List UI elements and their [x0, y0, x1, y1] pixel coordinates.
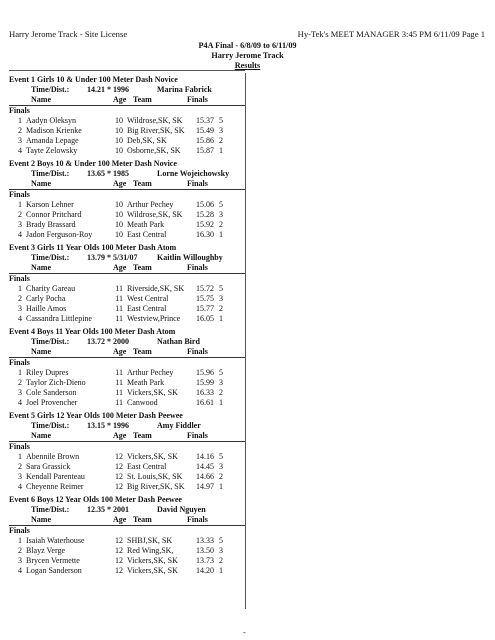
- result-row: [9, 472, 245, 482]
- athlete-name: Cole Sanderson: [26, 388, 77, 397]
- team-name: Vickers,SK, SK: [127, 566, 178, 575]
- final-time: 15.87: [196, 146, 214, 155]
- record-label: Time/Dist.:: [31, 421, 70, 430]
- place: 3: [18, 304, 22, 313]
- col-name-header: Name: [31, 263, 51, 272]
- final-time: 15.77: [196, 304, 214, 313]
- team-name: Deb,SK, SK: [127, 136, 167, 145]
- final-time: 13.50: [196, 546, 214, 555]
- athlete-age: 12: [115, 462, 123, 471]
- place: 1: [18, 452, 22, 461]
- team-name: Meath Park: [127, 378, 165, 387]
- place: 3: [18, 220, 22, 229]
- record-value: 14.21 * 1996: [87, 85, 129, 94]
- place: 3: [18, 388, 22, 397]
- result-row: [9, 462, 245, 472]
- final-time: 15.99: [196, 378, 214, 387]
- final-time: 14.66: [196, 472, 214, 481]
- top-rule: [9, 70, 245, 71]
- event-title: Event 5 Girls 12 Year Olds 100 Meter Dash Peewee: [9, 411, 183, 420]
- col-team-header: Team: [133, 179, 152, 188]
- column-headers: [9, 263, 245, 274]
- athlete-age: 11: [115, 304, 123, 313]
- result-row: [9, 116, 245, 126]
- place: 4: [18, 566, 22, 575]
- col-age-header: Age: [113, 95, 127, 104]
- athlete-age: 12: [115, 452, 123, 461]
- col-team-header: Team: [133, 431, 152, 440]
- athlete-name: Riley Dupres: [26, 368, 69, 377]
- athlete-age: 10: [115, 116, 123, 125]
- athlete-age: 11: [115, 314, 123, 323]
- place: 4: [18, 482, 22, 491]
- athlete-name: Madison Krienke: [26, 126, 82, 135]
- record-label: Time/Dist.:: [31, 85, 70, 94]
- final-time: 15.96: [196, 368, 214, 377]
- points: 2: [219, 220, 223, 229]
- points: 2: [219, 388, 223, 397]
- col-finals-header: Finals: [187, 179, 208, 188]
- athlete-name: Jadon Ferguson-Roy: [26, 230, 93, 239]
- team-name: Arthur Pechey: [127, 368, 174, 377]
- athlete-name: Aadyn Oleksyn: [26, 116, 76, 125]
- final-time: 15.06: [196, 200, 214, 209]
- athlete-name: Abennile Brown: [26, 452, 80, 461]
- athlete-age: 10: [115, 126, 123, 135]
- team-name: Big River,SK, SK: [127, 482, 185, 491]
- record-holder: Amy Fiddler: [157, 421, 201, 430]
- event-record: [9, 421, 245, 431]
- result-row: [9, 546, 245, 556]
- place: 1: [18, 284, 22, 293]
- record-label: Time/Dist.:: [31, 337, 70, 346]
- points: 5: [219, 284, 223, 293]
- final-time: 13.73: [196, 556, 214, 565]
- event-block: [9, 410, 245, 492]
- athlete-age: 12: [115, 536, 123, 545]
- col-name-header: Name: [31, 179, 51, 188]
- points: 5: [219, 536, 223, 545]
- athlete-name: Brady Brassard: [26, 220, 76, 229]
- result-row: [9, 294, 245, 304]
- place: 1: [18, 200, 22, 209]
- final-time: 16.30: [196, 230, 214, 239]
- col-age-header: Age: [113, 263, 127, 272]
- record-holder: Lorne Wojeichowsky: [157, 169, 230, 178]
- record-label: Time/Dist.:: [31, 169, 70, 178]
- athlete-name: Blayz Verge: [26, 546, 66, 555]
- record-value: 13.65 * 1985: [87, 169, 129, 178]
- points: 2: [219, 556, 223, 565]
- place: 2: [18, 546, 22, 555]
- place: 2: [18, 378, 22, 387]
- col-name-header: Name: [31, 515, 51, 524]
- final-time: 16.61: [196, 398, 214, 407]
- record-value: 13.79 * 5/31/07: [87, 253, 138, 262]
- license-header: Harry Jerome Track - Site License: [9, 29, 128, 39]
- points: 1: [219, 314, 223, 323]
- athlete-age: 12: [115, 482, 123, 491]
- place: 3: [18, 472, 22, 481]
- athlete-age: 11: [115, 368, 123, 377]
- place: 3: [18, 136, 22, 145]
- col-age-header: Age: [113, 179, 127, 188]
- final-time: 15.28: [196, 210, 214, 219]
- team-name: Riverside,SK, SK: [127, 284, 185, 293]
- athlete-name: Kendall Parenteau: [26, 472, 85, 481]
- athlete-name: Taylor Zich-Dieno: [26, 378, 86, 387]
- athlete-age: 10: [115, 230, 123, 239]
- points: 3: [219, 378, 223, 387]
- final-time: 15.92: [196, 220, 214, 229]
- finals-heading: Finals: [9, 190, 30, 199]
- result-row: [9, 566, 245, 576]
- points: 2: [219, 136, 223, 145]
- points: 1: [219, 230, 223, 239]
- athlete-age: 12: [115, 566, 123, 575]
- event-title: Event 3 Girls 11 Year Olds 100 Meter Dash Atom: [9, 243, 177, 252]
- points: 5: [219, 368, 223, 377]
- record-label: Time/Dist.:: [31, 253, 70, 262]
- col-finals-header: Finals: [187, 431, 208, 440]
- athlete-age: 10: [115, 200, 123, 209]
- team-name: East Central: [127, 462, 167, 471]
- col-age-header: Age: [113, 515, 127, 524]
- result-row: [9, 536, 245, 546]
- col-team-header: Team: [133, 515, 152, 524]
- athlete-name: Brycen Vermette: [26, 556, 80, 565]
- team-name: Big River,SK, SK: [127, 126, 185, 135]
- event-record: [9, 85, 245, 95]
- event-block: [9, 74, 245, 156]
- event-record: [9, 337, 245, 347]
- meet-manager-header: Hy-Tek's MEET MANAGER 3:45 PM 6/11/09 Page 1: [297, 29, 485, 39]
- athlete-age: 10: [115, 210, 123, 219]
- col-finals-header: Finals: [187, 95, 208, 104]
- event-title: Event 2 Boys 10 & Under 100 Meter Dash Novice: [9, 159, 177, 168]
- final-time: 14.20: [196, 566, 214, 575]
- athlete-age: 11: [115, 294, 123, 303]
- final-time: 14.97: [196, 482, 214, 491]
- result-row: [9, 556, 245, 566]
- record-value: 13.72 * 2000: [87, 337, 129, 346]
- team-name: Vickers,SK, SK: [127, 452, 178, 461]
- final-time: 16.33: [196, 388, 214, 397]
- athlete-age: 10: [115, 136, 123, 145]
- athlete-age: 12: [115, 546, 123, 555]
- athlete-age: 10: [115, 146, 123, 155]
- team-name: West Central: [127, 294, 169, 303]
- athlete-name: Cheyenne Reimer: [26, 482, 84, 491]
- event-record: [9, 169, 245, 179]
- points: 1: [219, 398, 223, 407]
- column-headers: [9, 179, 245, 190]
- team-name: Vickers,SK, SK: [127, 388, 178, 397]
- result-row: [9, 314, 245, 324]
- athlete-name: Amanda Lepage: [26, 136, 79, 145]
- athlete-name: Charity Gareau: [26, 284, 76, 293]
- record-holder: Kaitlin Willoughby: [157, 253, 223, 262]
- finals-heading: Finals: [9, 442, 30, 451]
- column-divider: [245, 73, 246, 609]
- result-row: [9, 388, 245, 398]
- col-name-header: Name: [31, 95, 51, 104]
- event-block: [9, 494, 245, 576]
- points: 2: [219, 472, 223, 481]
- place: 2: [18, 126, 22, 135]
- athlete-name: Logan Sanderson: [26, 566, 82, 575]
- result-row: [9, 126, 245, 136]
- event-title: Event 6 Boys 12 Year Olds 100 Meter Dash Peewee: [9, 495, 182, 504]
- page-footer-mark: -: [243, 628, 246, 637]
- result-row: [9, 452, 245, 462]
- event-block: [9, 326, 245, 408]
- result-row: [9, 136, 245, 146]
- team-name: Osborne,SK, SK: [127, 146, 181, 155]
- team-name: Canwood: [127, 398, 158, 407]
- result-row: [9, 304, 245, 314]
- column-headers: [9, 431, 245, 442]
- result-row: [9, 146, 245, 156]
- record-value: 12.35 * 2001: [87, 505, 129, 514]
- points: 1: [219, 566, 223, 575]
- team-name: Wildrose,SK, SK: [127, 210, 183, 219]
- col-finals-header: Finals: [187, 515, 208, 524]
- place: 3: [18, 556, 22, 565]
- result-row: [9, 482, 245, 492]
- record-holder: Marina Fabrick: [157, 85, 212, 94]
- points: 3: [219, 294, 223, 303]
- place: 2: [18, 210, 22, 219]
- final-time: 15.86: [196, 136, 214, 145]
- team-name: Wildrose,SK, SK: [127, 116, 183, 125]
- event-record: [9, 253, 245, 263]
- column-headers: [9, 347, 245, 358]
- points: 3: [219, 126, 223, 135]
- points: 1: [219, 482, 223, 491]
- final-time: 14.45: [196, 462, 214, 471]
- col-finals-header: Finals: [187, 263, 208, 272]
- record-value: 13.15 * 1996: [87, 421, 129, 430]
- points: 3: [219, 546, 223, 555]
- col-name-header: Name: [31, 431, 51, 440]
- final-time: 13.33: [196, 536, 214, 545]
- result-row: [9, 398, 245, 408]
- results-heading: Results: [234, 61, 261, 70]
- team-name: SHBJ,SK, SK: [127, 536, 173, 545]
- place: 2: [18, 462, 22, 471]
- team-name: Arthur Pechey: [127, 200, 174, 209]
- result-row: [9, 284, 245, 294]
- record-holder: Nathan Bird: [157, 337, 200, 346]
- event-title: Event 4 Boys 11 Year Olds 100 Meter Dash Atom: [9, 327, 176, 336]
- col-team-header: Team: [133, 263, 152, 272]
- team-name: Red Wing,SK,: [127, 546, 174, 555]
- athlete-name: Cassandra Littlepine: [26, 314, 92, 323]
- team-name: East Central: [127, 304, 167, 313]
- team-name: St. Louis,SK, SK: [127, 472, 183, 481]
- meet-title: P4A Final - 6/8/09 to 6/11/09: [198, 41, 297, 50]
- record-label: Time/Dist.:: [31, 505, 70, 514]
- athlete-age: 12: [115, 472, 123, 481]
- athlete-name: Isaiah Waterhouse: [26, 536, 85, 545]
- result-row: [9, 230, 245, 240]
- points: 5: [219, 200, 223, 209]
- result-row: [9, 220, 245, 230]
- col-age-header: Age: [113, 347, 127, 356]
- final-time: 15.37: [196, 116, 214, 125]
- final-time: 15.75: [196, 294, 214, 303]
- points: 5: [219, 116, 223, 125]
- place: 4: [18, 398, 22, 407]
- athlete-age: 11: [115, 378, 123, 387]
- points: 5: [219, 452, 223, 461]
- col-age-header: Age: [113, 431, 127, 440]
- team-name: Westview,Prince: [127, 314, 181, 323]
- final-time: 14.16: [196, 452, 214, 461]
- athlete-age: 11: [115, 398, 123, 407]
- points: 3: [219, 210, 223, 219]
- events-list: [9, 72, 245, 576]
- record-holder: David Nguyen: [157, 505, 206, 514]
- team-name: Vickers,SK, SK: [127, 556, 178, 565]
- athlete-age: 11: [115, 388, 123, 397]
- points: 3: [219, 462, 223, 471]
- result-row: [9, 368, 245, 378]
- result-row: [9, 378, 245, 388]
- final-time: 16.05: [196, 314, 214, 323]
- col-finals-header: Finals: [187, 347, 208, 356]
- event-block: [9, 242, 245, 324]
- event-title: Event 1 Girls 10 & Under 100 Meter Dash Novice: [9, 75, 178, 84]
- col-team-header: Team: [133, 95, 152, 104]
- athlete-age: 10: [115, 220, 123, 229]
- points: 2: [219, 304, 223, 313]
- final-time: 15.49: [196, 126, 214, 135]
- athlete-name: Sara Grassick: [26, 462, 71, 471]
- place: 1: [18, 536, 22, 545]
- column-headers: [9, 515, 245, 526]
- place: 4: [18, 146, 22, 155]
- athlete-age: 11: [115, 284, 123, 293]
- col-name-header: Name: [31, 347, 51, 356]
- place: 1: [18, 368, 22, 377]
- place: 4: [18, 230, 22, 239]
- event-block: [9, 158, 245, 240]
- place: 2: [18, 294, 22, 303]
- athlete-name: Carly Pocha: [26, 294, 66, 303]
- points: 1: [219, 146, 223, 155]
- athlete-age: 12: [115, 556, 123, 565]
- result-row: [9, 200, 245, 210]
- col-team-header: Team: [133, 347, 152, 356]
- final-time: 15.72: [196, 284, 214, 293]
- result-row: [9, 210, 245, 220]
- venue-title: Harry Jerome Track: [211, 51, 284, 60]
- column-headers: [9, 95, 245, 106]
- athlete-name: Connor Pritchard: [26, 210, 82, 219]
- event-record: [9, 505, 245, 515]
- athlete-name: Haille Amos: [26, 304, 67, 313]
- athlete-name: Tayte Zelowsky: [26, 146, 78, 155]
- team-name: East Central: [127, 230, 167, 239]
- finals-heading: Finals: [9, 106, 30, 115]
- team-name: Meath Park: [127, 220, 165, 229]
- finals-heading: Finals: [9, 526, 30, 535]
- athlete-name: Joel Provencher: [26, 398, 78, 407]
- place: 4: [18, 314, 22, 323]
- finals-heading: Finals: [9, 358, 30, 367]
- place: 1: [18, 116, 22, 125]
- athlete-name: Karson Lehner: [26, 200, 74, 209]
- finals-heading: Finals: [9, 274, 30, 283]
